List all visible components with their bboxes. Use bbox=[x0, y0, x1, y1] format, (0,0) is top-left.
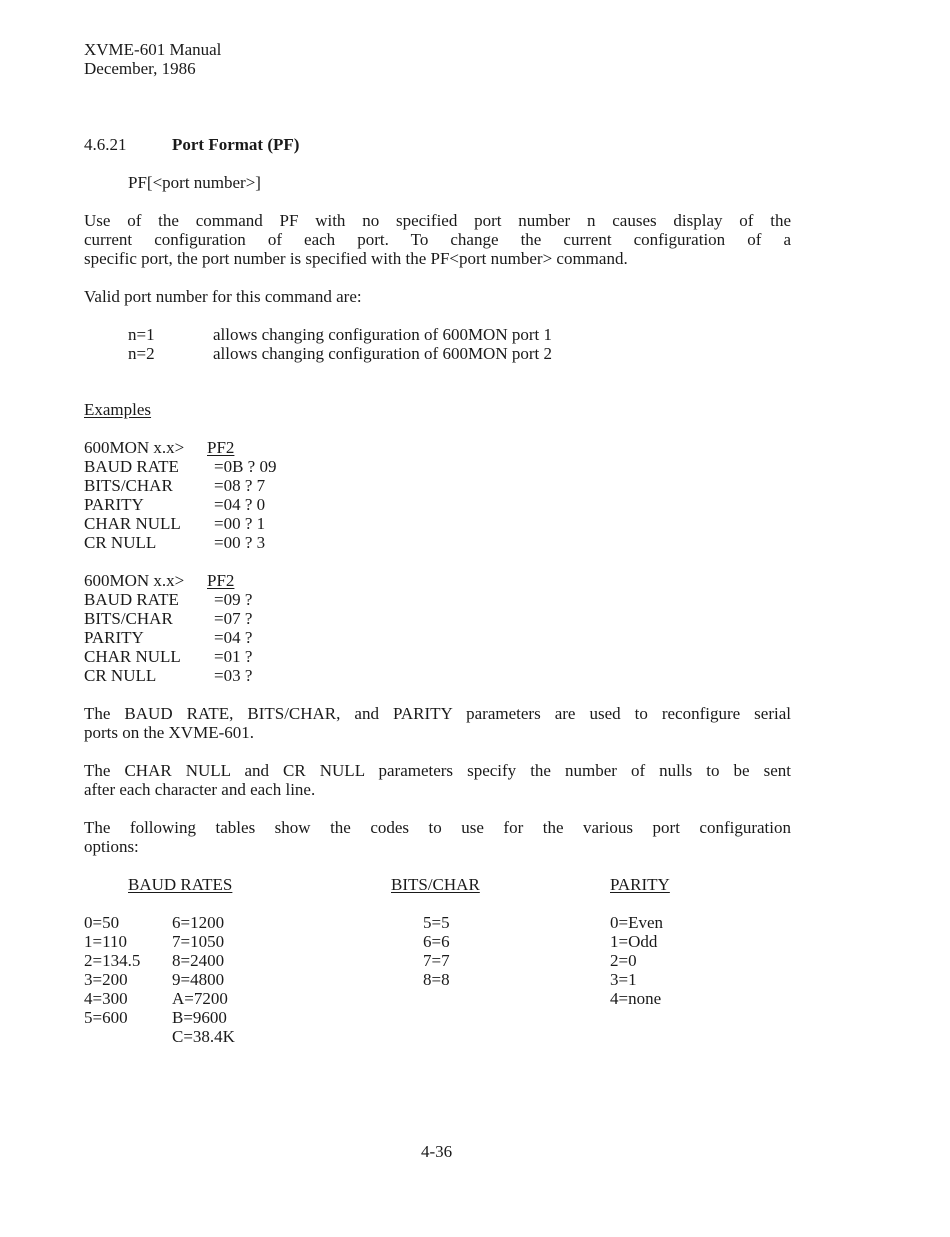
example2-label: BAUD RATE bbox=[84, 590, 179, 609]
baud-code: 4=300 bbox=[84, 989, 128, 1008]
bits-code: 5=5 bbox=[423, 913, 450, 932]
baud-code: 7=1050 bbox=[172, 932, 225, 951]
baud-code: 5=600 bbox=[84, 1008, 128, 1027]
port-option-desc: allows changing configuration of 600MON port 2 bbox=[213, 344, 552, 363]
example1-label: BITS/CHAR bbox=[84, 476, 173, 495]
example2-label: CR NULL bbox=[84, 666, 157, 685]
example1-label: PARITY bbox=[84, 495, 144, 514]
baud-code: 6=1200 bbox=[172, 913, 225, 932]
port-option-desc: allows changing configuration of 600MON port 1 bbox=[213, 325, 552, 344]
parity-heading: PARITY bbox=[610, 875, 670, 894]
example2-value: =04 ? bbox=[214, 628, 253, 647]
example2-row bbox=[0, 609, 950, 628]
example2-row bbox=[0, 590, 950, 609]
port-option-row bbox=[0, 344, 950, 363]
port-option-code: n=1 bbox=[128, 325, 155, 344]
example2-label: PARITY bbox=[84, 628, 144, 647]
doc-header-date: December, 1986 bbox=[84, 59, 196, 78]
example1-prompt: 600MON x.x> bbox=[84, 438, 185, 457]
null-para-line-2: after each character and each line. bbox=[84, 780, 316, 799]
baud-rates-heading: BAUD RATES bbox=[128, 875, 233, 894]
null-para-line-1: The CHAR NULL and CR NULL parameters specify the number of nulls to be sent bbox=[84, 761, 791, 780]
example1-row bbox=[0, 533, 950, 552]
baud-para-line-2: ports on the XVME-601. bbox=[84, 723, 254, 742]
intro-line-1: Use of the command PF with no specified port number n causes display of the bbox=[84, 211, 791, 230]
baud-code: 0=50 bbox=[84, 913, 120, 932]
bits-code: 7=7 bbox=[423, 951, 450, 970]
intro-line-3: specific port, the port number is specified with the PF<port number> command. bbox=[84, 249, 628, 268]
baud-code: B=9600 bbox=[172, 1008, 227, 1027]
example2-value: =09 ? bbox=[214, 590, 253, 609]
example2-command: PF2 bbox=[207, 571, 235, 590]
example2-value: =01 ? bbox=[214, 647, 253, 666]
command-syntax: PF[<port number>] bbox=[128, 173, 261, 192]
bits-code: 8=8 bbox=[423, 970, 450, 989]
example1-row bbox=[0, 476, 950, 495]
example1-row bbox=[0, 457, 950, 476]
examples-heading: Examples bbox=[84, 400, 152, 419]
example1-label: CHAR NULL bbox=[84, 514, 181, 533]
baud-para-line-1: The BAUD RATE, BITS/CHAR, and PARITY parameters are used to reconfigure serial bbox=[84, 704, 791, 723]
parity-code: 2=0 bbox=[610, 951, 637, 970]
example1-value: =0B ? 09 bbox=[214, 457, 277, 476]
example2-row bbox=[0, 666, 950, 685]
parity-code: 4=none bbox=[610, 989, 662, 1008]
example2-prompt: 600MON x.x> bbox=[84, 571, 185, 590]
baud-code: 3=200 bbox=[84, 970, 128, 989]
example2-prompt-line bbox=[0, 571, 950, 590]
bits-char-heading: BITS/CHAR bbox=[391, 875, 480, 894]
example2-row bbox=[0, 647, 950, 666]
example2-value: =07 ? bbox=[214, 609, 253, 628]
example1-value: =08 ? 7 bbox=[214, 476, 266, 495]
example2-label: BITS/CHAR bbox=[84, 609, 173, 628]
bits-code: 6=6 bbox=[423, 932, 450, 951]
example1-prompt-line bbox=[0, 438, 950, 457]
example2-label: CHAR NULL bbox=[84, 647, 181, 666]
baud-code: A=7200 bbox=[172, 989, 228, 1008]
baud-code: 9=4800 bbox=[172, 970, 225, 989]
baud-code: C=38.4K bbox=[172, 1027, 235, 1046]
example1-command: PF2 bbox=[207, 438, 235, 457]
example1-value: =04 ? 0 bbox=[214, 495, 266, 514]
parity-code: 0=Even bbox=[610, 913, 664, 932]
baud-code: 8=2400 bbox=[172, 951, 225, 970]
parity-code: 1=Odd bbox=[610, 932, 658, 951]
baud-code: 2=134.5 bbox=[84, 951, 141, 970]
tables-para-line-2: options: bbox=[84, 837, 139, 856]
example1-label: CR NULL bbox=[84, 533, 157, 552]
example1-value: =00 ? 1 bbox=[214, 514, 266, 533]
example1-label: BAUD RATE bbox=[84, 457, 179, 476]
example2-value: =03 ? bbox=[214, 666, 253, 685]
doc-header-title: XVME-601 Manual bbox=[84, 40, 222, 59]
example1-value: =00 ? 3 bbox=[214, 533, 266, 552]
port-option-row bbox=[0, 325, 950, 344]
example1-row bbox=[0, 514, 950, 533]
example1-row bbox=[0, 495, 950, 514]
example2-row bbox=[0, 628, 950, 647]
port-option-code: n=2 bbox=[128, 344, 155, 363]
baud-code: 1=110 bbox=[84, 932, 127, 951]
intro-line-2: current configuration of each port. To change the current configuration of a bbox=[84, 230, 791, 249]
parity-code: 3=1 bbox=[610, 970, 637, 989]
section-title: Port Format (PF) bbox=[172, 135, 300, 154]
section-number: 4.6.21 bbox=[84, 135, 127, 154]
page-number: 4-36 bbox=[421, 1142, 453, 1161]
tables-para-line-1: The following tables show the codes to use for the various port configuration bbox=[84, 818, 791, 837]
valid-ports-intro: Valid port number for this command are: bbox=[84, 287, 362, 306]
